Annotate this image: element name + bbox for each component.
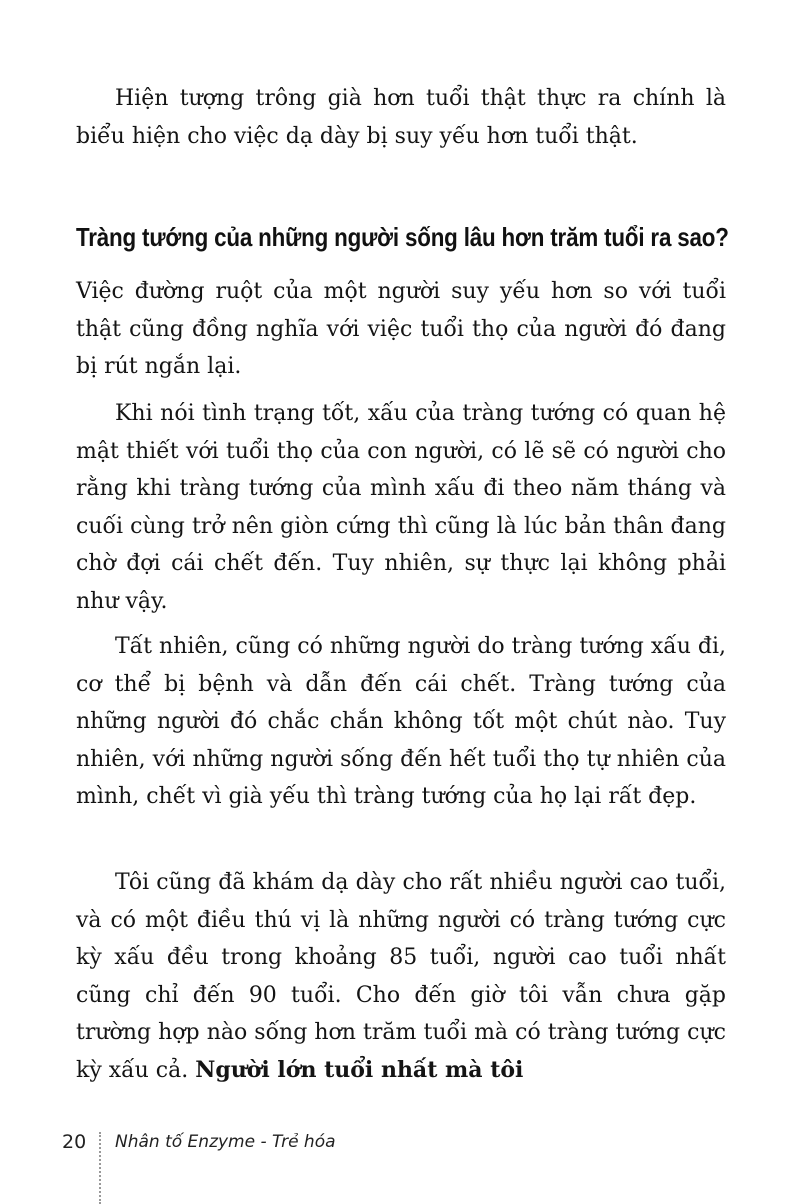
paragraph-5-text: Tôi cũng đã khám dạ dày cho rất nhiều người cao tuổi, và có một điều thú vị là những người có tràng tướng cực kỳ xấu đều trong khoảng 85 tuổi, người cao tuổi nhất cũng chỉ đến 90 tuổi. Cho đến giờ tôi vẫn chưa gặp trường hợp nào sống hơn trăm tuổi mà có tràng tướng cực kỳ xấu cả. bbox=[76, 870, 726, 1083]
page-number: 20 bbox=[62, 1131, 87, 1153]
paragraph-5 bbox=[76, 864, 726, 1090]
paragraph-1: Hiện tượng trông già hơn tuổi thật thực ra chính là biểu hiện cho việc dạ dày bị suy yếu hơn tuổi thật. bbox=[76, 86, 726, 149]
running-title: Nhân tố Enzyme - Trẻ hóa bbox=[115, 1132, 336, 1152]
paragraph-3: Khi nói tình trạng tốt, xấu của tràng tướng có quan hệ mật thiết với tuổi thọ của con người, có lẽ sẽ có người cho rằng khi tràng tướng của mình xấu đi theo năm tháng và cuối cùng trở nên giòn cứng thì cũng là lúc bản thân đang chờ đợi cái chết đến. Tuy nhiên, sự thực lại không phải như vậy. bbox=[76, 401, 726, 614]
paragraph-5-bold: Người lớn tuổi nhất mà tôi bbox=[195, 1056, 524, 1083]
footer-divider bbox=[99, 1132, 101, 1204]
paragraph-4: Tất nhiên, cũng có những người do tràng tướng xấu đi, cơ thể bị bệnh và dẫn đến cái chết. Tràng tướng của những người đó chắc chắn không tốt một chút nào. Tuy nhiên, với những người sống đến hết tuổi thọ tự nhiên của mình, chết vì già yếu thì tràng tướng của họ lại rất đẹp. bbox=[76, 634, 726, 810]
section-heading: Tràng tướng của những người sống lâu hơn trăm tuổi ra sao? bbox=[76, 222, 729, 252]
paragraph-2: Việc đường ruột của một người suy yếu hơn so với tuổi thật cũng đồng nghĩa với việc tuổi thọ của người đó đang bị rút ngắn lại. bbox=[76, 279, 726, 380]
